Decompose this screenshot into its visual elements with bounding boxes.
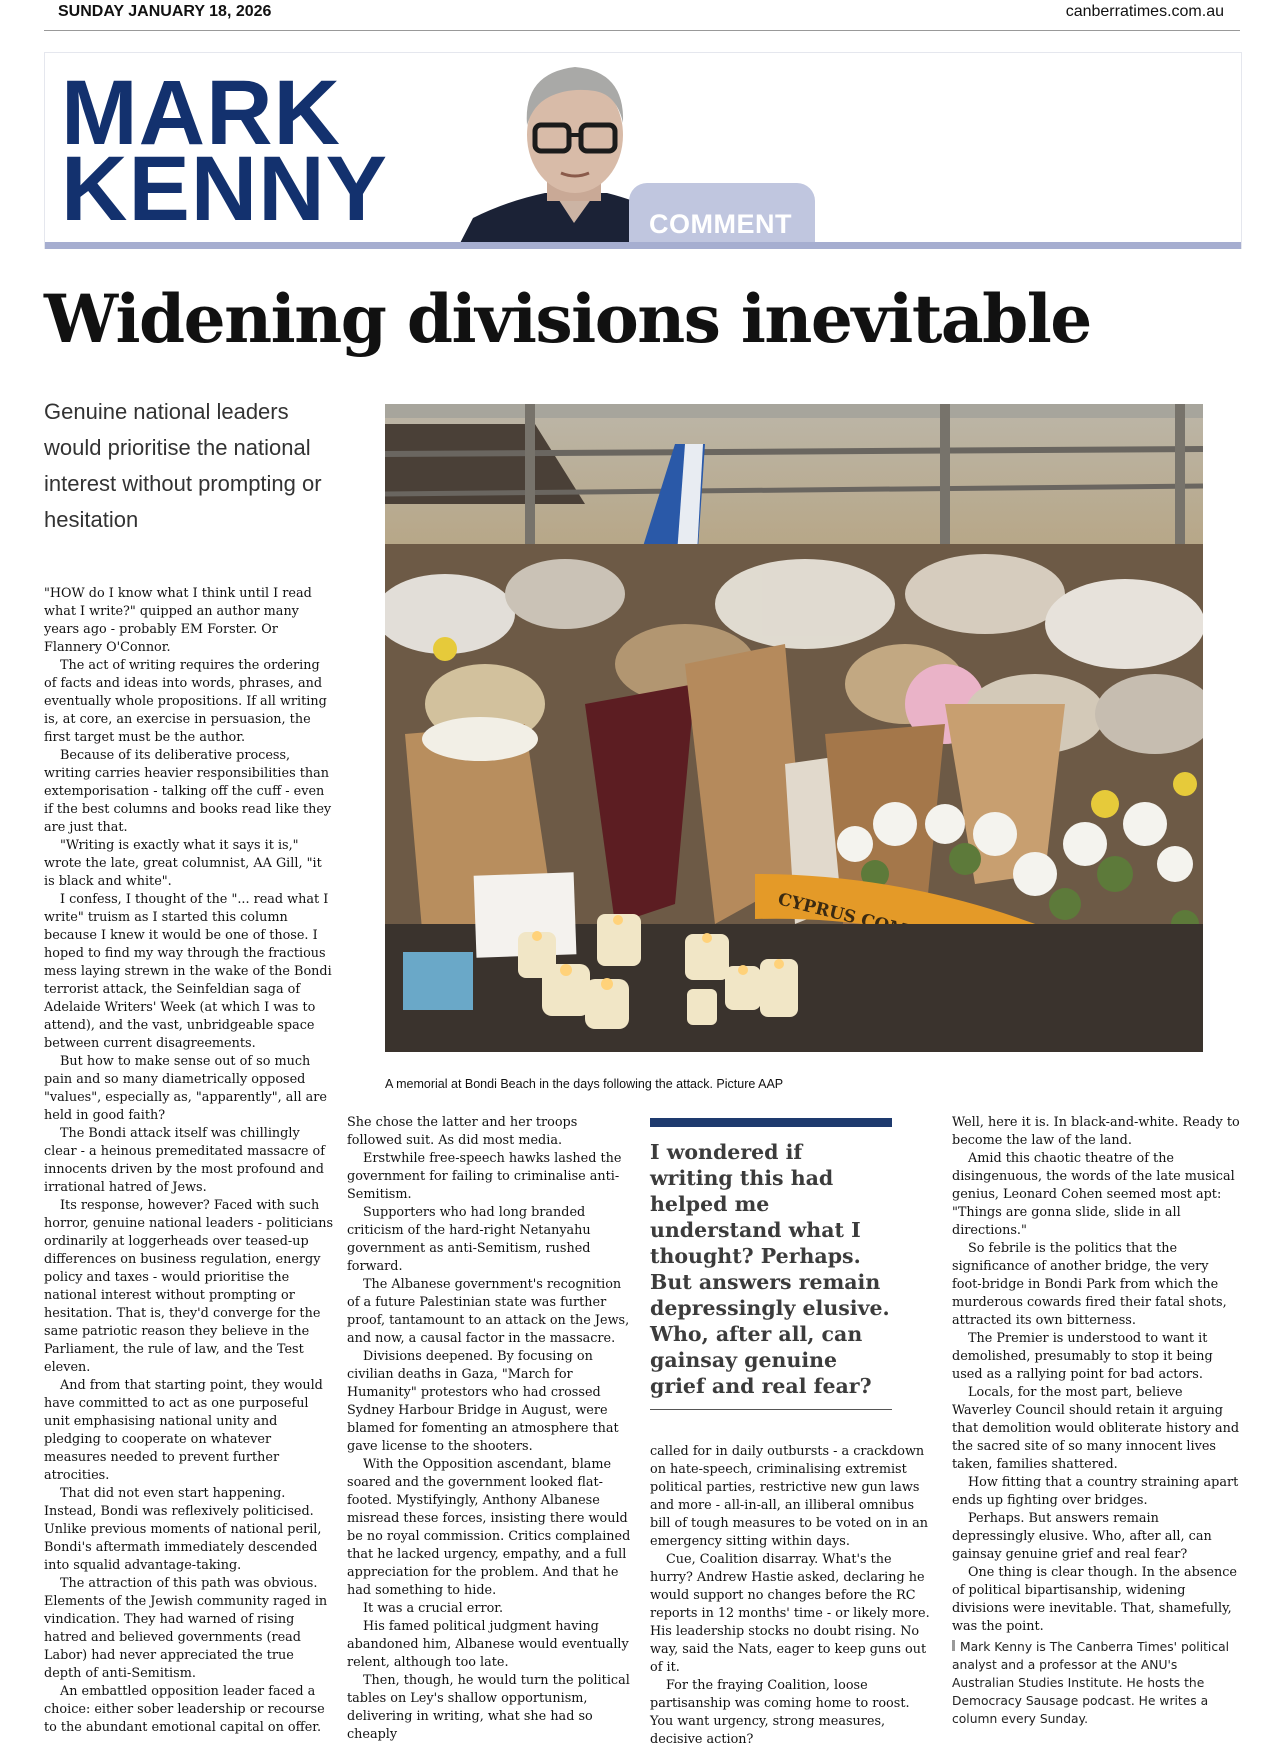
issue-date: SUNDAY JANUARY 18, 2026 (58, 3, 272, 20)
paragraph: It was a crucial error. (363, 1601, 504, 1616)
memorial-photo (385, 404, 1203, 1052)
body-column-4 (952, 1114, 1240, 1728)
paragraph: The act of writing requires the ordering of facts and ideas into words, phrases, and eventually whole propositions. If all writing is, at core, an exercise in persuasion, the first target must be the author. (44, 658, 327, 745)
paragraph: Well, here it is. In black-and-white. Ready to become the law of the land. (952, 1115, 1240, 1148)
paragraph: "HOW do I know what I think until I read what I write?" quipped an author many years ago - probably EM Forster. Or Flannery O'Connor. (44, 586, 312, 655)
section-tab (629, 183, 815, 249)
site-url[interactable]: canberratimes.com.au (1065, 3, 1224, 20)
paragraph: called for in daily outbursts - a crackdown on hate-speech, criminalising extremist political parties, restrictive new gun laws and more - all-in-all, an illiberal omnibus bill of tough measures to be voted on in an emergency sitting within days. (650, 1444, 929, 1549)
paragraph: Perhaps. But answers remain depressingly elusive. Who, after all, can gainsay genuine grief and real fear? (952, 1511, 1212, 1562)
paragraph: I confess, I thought of the "... read what I write" truism as I started this column because I knew it would be one of those. I hoped to find my way through the fractious mess laying strewn in the wake of the Bondi terrorist attack, the Seinfeldian saga of Adelaide Writers' Week (at which I was to attend), and the vast, unbridgeable space between current disagreements. (44, 892, 332, 1051)
paragraph: The attraction of this path was obvious. Elements of the Jewish community raged in vindication. They had warned of rising hatred and believed governments (read Labor) had never appreciated the true depth of anti-Semitism. (44, 1576, 328, 1681)
columnist-last-name: KENNY (61, 138, 389, 240)
paragraph: His famed political judgment having abandoned him, Albanese would eventually relent, although too late. (347, 1619, 629, 1670)
paragraph: Amid this chaotic theatre of the disingenuous, the words of the late musical genius, Leonard Cohen seemed most apt: "Things are gonna slide, slide in all directions." (952, 1151, 1235, 1238)
paragraph: With the Opposition ascendant, blame soared and the government looked flat-footed. Mystifyingly, Anthony Albanese misread these forces, insisting there would be no royal commission. Critics complained that he lacked urgency, empathy, and a full appreciation for the problem. And that he had something to hide. (347, 1457, 631, 1598)
body-column-1 (44, 585, 334, 1737)
paragraph: And from that starting point, they would have committed to act as one purposeful unit emphasising national unity and pledging to cooperate on whatever measures needed to prevent further atrocities. (44, 1378, 323, 1483)
paragraph: The Premier is understood to want it demolished, presumably to stop it being used as a rallying point for bad actors. (952, 1331, 1213, 1382)
paragraph: She chose the latter and her troops followed suit. As did most media. (347, 1115, 578, 1148)
author-bio-text: Mark Kenny is The Canberra Times' political analyst and a professor at the ANU's Australian Studies Institute. He hosts the Democracy Sausage podcast. He writes a column every Sunday. (952, 1640, 1230, 1726)
paragraph: That did not even start happening. Instead, Bondi was reflexively politicised. Unlike previous moments of national peril, Bondi's aftermath immediately descended into squalid advantage-taking. (44, 1486, 322, 1573)
headline: Widening divisions inevitable (44, 280, 1091, 358)
paragraph: Because of its deliberative process, writing carries heavier responsibilities than extemporisation - talking off the cuff - even if the best columns and books read like they are just that. (44, 748, 332, 835)
section-label: COMMENT (649, 209, 792, 239)
paragraph: Locals, for the most part, believe Waverley Council should retain it arguing that demolition would obliterate history and the sacred site of so many innocent lives taken, families shattered. (952, 1385, 1240, 1472)
paragraph: Then, though, he would turn the political tables on Ley's shallow opportunism, delivering in writing, what she had so cheaply (347, 1673, 630, 1742)
paragraph: Divisions deepened. By focusing on civilian deaths in Gaza, "March for Humanity" protestors who had crossed Sydney Harbour Bridge in August, were blamed for fomenting an atmosphere that gave license to the shooters. (347, 1349, 619, 1454)
paragraph: Cue, Coalition disarray. What's the hurry? Andrew Hastie asked, declaring he would support no changes before the RC reports in 12 months' time - or likely more. His leadership stocks no doubt rising. No way, said the Nats, eager to keep guns out of it. (650, 1552, 930, 1675)
pull-quote-text: I wondered if writing this had helped me understand what I thought? Perhaps. But answers remain depressingly elusive. Who, after all, can gainsay genuine grief and real fear? (650, 1140, 890, 1398)
top-bar (44, 0, 1240, 31)
author-bio (952, 1638, 1240, 1728)
standfirst: Genuine national leaders would prioritise the national interest without prompting or hesitation (44, 399, 322, 532)
bio-marker-icon (952, 1640, 955, 1651)
body-column-3 (650, 1443, 936, 1749)
body-column-2 (347, 1114, 634, 1744)
masthead-band (45, 242, 1241, 249)
paragraph: How fitting that a country straining apart ends up fighting over bridges. (952, 1475, 1239, 1508)
columnist-masthead (44, 52, 1242, 249)
paragraph: An embattled opposition leader faced a choice: either sober leadership or recourse to the abundant emotional capital on offer. (44, 1684, 325, 1735)
paragraph: Erstwhile free-speech hawks lashed the government for failing to criminalise anti-Semitism. (347, 1151, 622, 1202)
pull-quote (650, 1118, 892, 1410)
paragraph: Supporters who had long branded criticism of the hard-right Netanyahu government as anti-Semitism, rushed forward. (347, 1205, 591, 1274)
paragraph: For the fraying Coalition, loose partisanship was coming home to roost. You want urgency, strong measures, decisive action? (650, 1678, 910, 1747)
paragraph: "Writing is exactly what it says it is," wrote the late, great columnist, AA Gill, "it is black and white". (44, 838, 322, 889)
columnist-first-name: MARK (61, 62, 341, 164)
paragraph: One thing is clear though. In the absence of political bipartisanship, widening divisions were inevitable. That, shamefully, was the point. (952, 1565, 1237, 1634)
paragraph: So febrile is the politics that the significance of another bridge, the very foot-bridge in Bondi Park from which the murderous cowards fired their fatal shots, attracted its own bitterness. (952, 1241, 1227, 1328)
photo-caption: A memorial at Bondi Beach in the days following the attack. Picture AAP (385, 1077, 784, 1091)
paragraph: The Albanese government's recognition of a future Palestinian state was further proof, tantamount to an attack on the Jews, and now, a causal factor in the massacre. (347, 1277, 630, 1346)
paragraph: Its response, however? Faced with such horror, genuine national leaders - politicians ordinarily at loggerheads over teased-up differences on business regulation, energy policy and taxes - would prioritise the national interest without prompting or hesitation. That is, they'd converge for the same patriotic reason they believe in the Parliament, the rule of law, and the Test eleven. (44, 1198, 334, 1375)
pull-quote-rule (650, 1409, 892, 1410)
columnist-name (61, 62, 389, 240)
paragraph: But how to make sense out of so much pain and so many diametrically opposed "values", especially as, "apparently", all are held in good faith? (44, 1054, 327, 1123)
paragraph: The Bondi attack itself was chillingly clear - a heinous premeditated massacre of innocents driven by the most profound and irrational hatred of Jews. (44, 1126, 325, 1195)
